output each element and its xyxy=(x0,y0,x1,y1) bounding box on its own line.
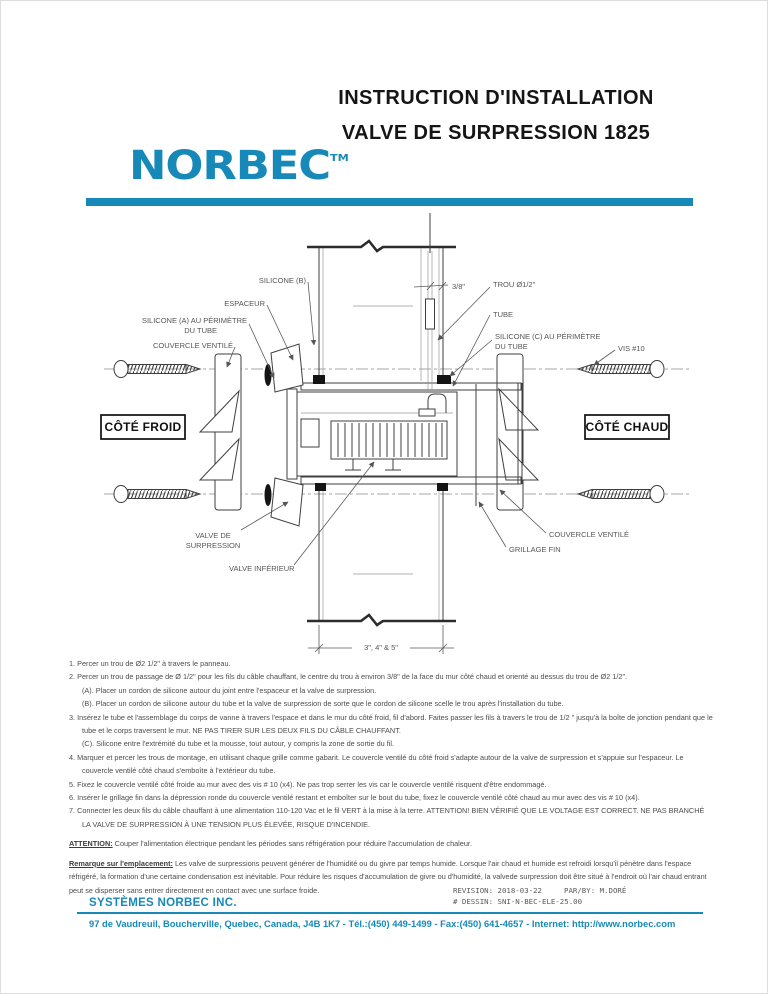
dimension-3-8 xyxy=(414,282,465,291)
label-vis-10: VIS #10 xyxy=(618,344,645,353)
sub-label: (A). xyxy=(82,685,94,695)
instruction-step-3 xyxy=(69,711,714,738)
label-dim-3-8: 3/8" xyxy=(452,282,466,291)
instruction-sub-c xyxy=(82,737,714,750)
instruction-step-7 xyxy=(69,804,714,831)
dimension-panel-thickness xyxy=(308,625,454,654)
label-espaceur: ESPACEUR xyxy=(224,299,265,308)
page-title-line1: INSTRUCTION D'INSTALLATION xyxy=(338,87,654,109)
instruction-step-1 xyxy=(69,657,714,670)
step-label: 5. xyxy=(69,779,76,789)
step-label: 3. xyxy=(69,712,76,722)
label-cote-chaud: CÔTÉ CHAUD xyxy=(585,420,669,434)
company-address: 97 de Vaudreuil, Boucherville, Quebec, Canada, J4B 1K7 - Tél.:(450) 449-1499 - Fax:(450) 641-4657 - Internet: http://www.norbec.com xyxy=(89,918,676,929)
step-text: Percer un trou de passage de Ø 1/2" pour les fils du câble chauffant, le centre du trou à environ 3/8" de la face du mur côté chaud et orienté au dessus du trou de Ø2 1/2". xyxy=(77,672,628,682)
label-couvercle-right: COUVERCLE VENTILÉ xyxy=(549,530,630,539)
step-label: 4. xyxy=(69,752,76,762)
wall-panel-lower xyxy=(307,484,456,625)
instruction-step-5 xyxy=(69,778,714,791)
norbec-logo xyxy=(129,143,349,189)
step-text: Insérez le tube et l'assemblage du corps de vanne à travers l'espace et dans le mur du côté froid, fil d'abord. Faites passer les fils à travers le trou de 1/2 " jusqu'à la boîte de jonction pendant que le tube et le corps traversent le mur. NE PAS TIRER SUR LES DEUX FILS DU CÂBLE CHAUFFANT. xyxy=(77,712,713,736)
drawing-number: # DESSIN: SNI-N-BEC-ELE-25.00 xyxy=(453,897,583,906)
step-text: Fixez le couvercle ventilé côté froide au mur avec des vis # 10 (x4). Ne pas trop serrer les vis car le couvercle ventilé risquent d'être endommagé. xyxy=(77,779,547,789)
vented-cover-cold xyxy=(200,354,241,510)
instruction-step-4 xyxy=(69,751,714,778)
cote-froid-box xyxy=(101,415,185,439)
remark-text: Les valve de surpressions peuvent générer de l'humidité ou du givre par temps humide. Lorsque l'air chaud et humide est refroidi lorsqu'il pénètre dans l'espace réfrigéré, la formation d'une certaine condensation est inévitable. Pour réduire les risques d'accumulation de givre ou d'humidité, la valvede surpression doit être situé à l'endroit où l'air chaud entrant peut se disperser sans entrer directement en contact avec une surface froide. xyxy=(69,858,707,895)
label-silicone-a-line1: SILICONE (A) AU PÉRIMÈTRE xyxy=(141,316,247,325)
label-silicone-c-line2: DU TUBE xyxy=(495,342,528,351)
revision-block xyxy=(453,885,703,907)
logo-text: NORBEC xyxy=(129,143,330,189)
label-cote-froid: CÔTÉ FROID xyxy=(104,420,182,434)
instruction-step-2 xyxy=(69,670,714,683)
attention-label: ATTENTION: xyxy=(69,839,113,849)
instruction-step-6 xyxy=(69,791,714,804)
label-tube: TUBE xyxy=(493,310,514,319)
attention-note xyxy=(69,837,714,850)
instruction-sub-b xyxy=(82,697,714,710)
step-label: 1. xyxy=(69,659,76,668)
page-title-line2: VALVE DE SURPRESSION 1825 xyxy=(341,122,651,144)
footer-rule xyxy=(77,912,703,914)
header-rule xyxy=(86,198,693,206)
step-text: Connecter les deux fils du câble chauffant à une alimentation 110-120 Vac et le fil VERT à la mise à la terre. ATTENTION! BIEN VÉRIFIÉ QUE LE VOLTAGE EST CORRECT. NE PAS BRANCHÉ LA VALVE DE SURPRESSION À UNE TENSION PLUS ÉLEVÉE, RISQUE D'INCENDIE. xyxy=(77,806,705,829)
screw-top-right xyxy=(578,361,664,378)
company-name: SYSTÈMES NORBEC INC. xyxy=(89,897,237,909)
screw-bottom-right xyxy=(578,486,664,503)
label-valve-line1: VALVE DE xyxy=(195,531,231,540)
label-couvercle-left: COUVERCLE VENTILÉ xyxy=(152,341,233,350)
label-silicone-a-line2: DU TUBE xyxy=(184,326,217,335)
screw-top-left xyxy=(114,361,200,378)
step-label: 6. xyxy=(69,793,76,803)
logo-tm: TM xyxy=(329,153,349,164)
screw-bottom-left xyxy=(114,486,200,503)
instruction-sub-a xyxy=(82,684,714,697)
heating-cable-wire xyxy=(426,213,435,393)
heating-element-fins xyxy=(331,421,447,459)
revision-date: REVISION: 2018-03-22 xyxy=(453,886,542,895)
attention-text: Couper l'alimentation électrique pendant les périodes sans réfrigération pour réduire l'accumulation de chaleur. xyxy=(114,839,472,849)
silicone-bead-a-bottom xyxy=(265,484,272,506)
instructions-list xyxy=(69,657,714,897)
label-silicone-c-line1: SILICONE (C) AU PÉRIMÈTRE xyxy=(495,332,601,341)
cote-chaud-box xyxy=(585,415,669,439)
step-label: 7. xyxy=(69,806,76,816)
installation-diagram xyxy=(86,209,701,669)
sub-text: Placer un cordon de silicone autour du tube et la valve de surpression de sorte que le cordon de silicone scelle le trou après l'installation du tube. xyxy=(95,699,564,709)
sub-text: Silicone entre l'extrémité du tube et la mousse, tout autour, y compris la zone de sortie du fil. xyxy=(96,739,395,749)
vented-cover-hot xyxy=(476,354,538,510)
label-grillage-fin: GRILLAGE FIN xyxy=(509,545,561,554)
step-text: Percer un trou de Ø2 1/2" à travers le panneau. xyxy=(77,659,231,668)
label-valve-inferieur: VALVE INFÉRIEUR xyxy=(229,564,295,573)
sub-label: (B). xyxy=(82,699,94,709)
revision-author: PAR/BY: M.DORÉ xyxy=(564,886,627,895)
label-silicone-b: SILICONE (B) xyxy=(258,276,306,285)
silicone-bead-a-top xyxy=(265,364,272,386)
sub-label: (C). xyxy=(82,739,95,749)
step-label: 2. xyxy=(69,672,76,682)
step-text: Insérer le grillage fin dans la dépression ronde du couvercle ventilé restant et emboîter sur le bout du tube, fixez le couvercle ventilé côté chaud au mur avec des vis # 10 (x4). xyxy=(77,793,640,803)
remark-label: Remarque sur l'emplacement: xyxy=(69,858,173,868)
pressure-relief-valve-assembly xyxy=(287,389,457,479)
sub-text: Placer un cordon de silicone autour du joint entre l'espaceur et la valve de surpression. xyxy=(95,685,377,695)
label-dim-panneau: 3", 4" & 5" xyxy=(364,643,398,652)
label-trou: TROU Ø1/2" xyxy=(493,280,536,289)
label-valve-line2: SURPRESSION xyxy=(185,541,241,550)
step-text: Marquer et percer les trous de montage, en utilisant chaque grille comme gabarit. Le couvercle ventilé du côté froid s'adapte autour de la valve de surpression et s'appuie sur l'espaceur. Le couvercle ventilé côté chaud s'emboîte à l'extérieur du tube. xyxy=(77,752,684,776)
